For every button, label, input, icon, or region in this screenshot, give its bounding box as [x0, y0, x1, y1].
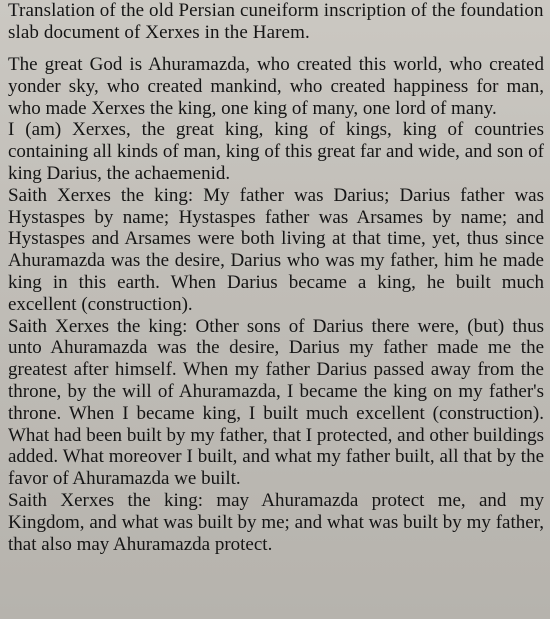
paragraph-protection: Saith Xerxes the king: may Ahuramazda protect me, and my Kingdom, and what was built by me; and what was built by my father, that also may Ahuramazda protect. [8, 489, 544, 555]
page-bottom-edge [0, 613, 550, 619]
paragraph-lineage: Saith Xerxes the king: My father was Darius; Darius father was Hystaspes by name; Hystaspes father was Arsames by name; and Hystaspes and Arsames were both living at that time, yet, thus since Ahuramazda was the desire, Darius who was my father, him he made king in this earth. When Darius became a king, he built much excellent (construction). [8, 184, 544, 315]
inscription-text [8, 0, 544, 555]
paragraph-ahuramazda: The great God is Ahuramazda, who created this world, who created yonder sky, who created mankind, who created happiness for man, who made Xerxes the king, one king of many, one lord of many. [8, 54, 544, 119]
paragraph-xerxes-identity: I (am) Xerxes, the great king, king of kings, king of countries containing all kinds of man, king of this great far and wide, and son of king Darius, the achaemenid. [8, 119, 544, 184]
paragraph-succession: Saith Xerxes the king: Other sons of Darius there were, (but) thus unto Ahuramazda was the desire, Darius my father made me the greatest after himself. When my father Darius passed away from the throne, by the will of Ahuramazda, I became the king on my father's throne. When I became king, I built much excellent (construction). What had been built by my father, that I protected, and other buildings added. What moreover I built, and what my father built, all that by the favor of Ahuramazda we built. [8, 315, 544, 490]
document-title: Translation of the old Persian cuneiform inscription of the foundation slab document of Xerxes in the Harem. [8, 0, 544, 43]
